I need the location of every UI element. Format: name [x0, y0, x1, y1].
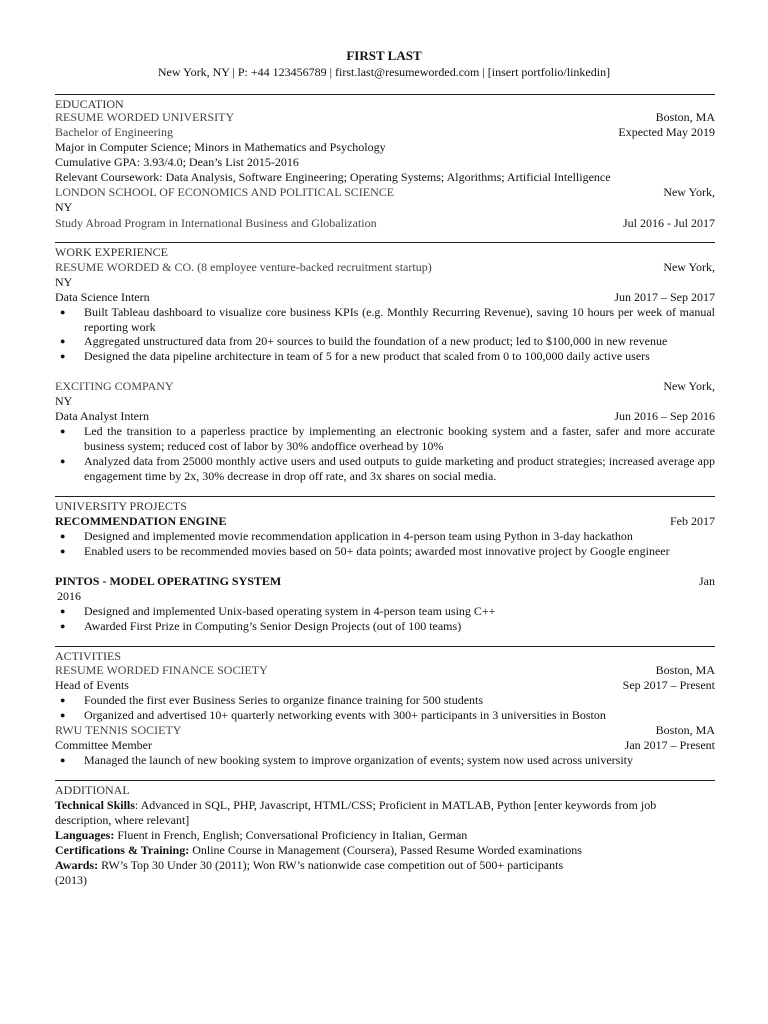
activity-location: Boston, MA: [655, 663, 715, 677]
bullet-item: ● Managed the launch of new booking system to improve organization of events; system now used across university: [84, 753, 715, 768]
certifications-label: Certifications & Training:: [55, 843, 190, 857]
bullet-item: ● Led the transition to a paperless practice by implementing an electronic booking system and a faster, safer and more accurate business system; reduced cost of labor by 30% andoffice overhead by 10%: [84, 424, 715, 454]
bullet-item: ● Designed the data pipeline architecture in team of 5 for a new product that scaled from 0 to 100,000 daily active users: [84, 349, 715, 364]
section-title: EDUCATION: [55, 97, 124, 111]
section-title: UNIVERSITY PROJECTS: [55, 499, 187, 513]
certifications-line: [55, 843, 715, 857]
section-additional: [55, 780, 715, 797]
activity-location: Boston, MA: [655, 723, 715, 737]
project-date-year: 2016: [57, 589, 81, 603]
company-location-state: NY: [55, 275, 73, 289]
company-location: New York,: [663, 379, 715, 393]
company-description: (8 employee venture-backed recruitment startup): [194, 260, 432, 274]
company-name: EXCITING COMPANY: [55, 379, 174, 393]
section-title: ACTIVITIES: [55, 649, 121, 663]
activity-name: RWU TENNIS SOCIETY: [55, 723, 182, 737]
job-title: Data Analyst Intern: [55, 409, 149, 423]
school-location: New York,: [663, 185, 715, 199]
activity-date: Sep 2017 – Present: [622, 678, 715, 692]
activity-role: Head of Events: [55, 678, 129, 692]
activity-date: Jan 2017 – Present: [624, 738, 715, 752]
project-name: RECOMMENDATION ENGINE: [55, 514, 227, 528]
job-date: Jun 2016 – Sep 2016: [614, 409, 715, 423]
program-date: Jul 2016 - Jul 2017: [622, 216, 715, 230]
coursework: Relevant Coursework: Data Analysis, Software Engineering; Operating Systems; Algorithms; Artificial Intelligence: [55, 170, 611, 184]
gpa: Cumulative GPA: 3.93/4.0; Dean’s List 2015-2016: [55, 155, 299, 169]
languages-line: [55, 828, 715, 842]
section-education: [55, 94, 715, 111]
bullet-item: ● Aggregated unstructured data from 20+ sources to build the foundation of a new product; led to $100,000 in new revenue: [84, 334, 715, 349]
awards-line-continued: (2013): [55, 873, 87, 887]
languages-label: Languages:: [55, 828, 115, 842]
school-name: LONDON SCHOOL OF ECONOMICS AND POLITICAL SCIENCE: [55, 185, 395, 199]
awards-text: RW’s Top 30 Under 30 (2011); Won RW’s nationwide case competition out of 500+ participants: [98, 858, 564, 872]
major: Major in Computer Science; Minors in Mathematics and Psychology: [55, 140, 386, 154]
skills-line-continued: description, where relevant]: [55, 813, 190, 827]
awards-label: Awards:: [55, 858, 99, 872]
activity-name: RESUME WORDED FINANCE SOCIETY: [55, 663, 268, 677]
study-program: Study Abroad Program in International Business and Globalization: [55, 216, 377, 230]
activity-role: Committee Member: [55, 738, 152, 752]
bullet-item: ● Enabled users to be recommended movies based on 50+ data points; awarded most innovative project by Google engineer: [84, 544, 715, 559]
bullet-item: ● Analyzed data from 25000 monthly active users and used outputs to guide marketing and product strategies; increased average app engagement time by 2x, 30% decrease in drop off rate, and 3x shares on social media.: [84, 454, 715, 484]
section-activities: [55, 646, 715, 663]
skills-text: : Advanced in SQL, PHP, Javascript, HTML/CSS; Proficient in MATLAB, Python [enter keywords from job: [134, 798, 657, 812]
section-title: WORK EXPERIENCE: [55, 245, 168, 259]
degree-date: Expected May 2019: [618, 125, 715, 139]
section-title: ADDITIONAL: [55, 783, 130, 797]
contact-line: New York, NY | P: +44 123456789 | first.last@resumeworded.com | [insert portfolio/linkedin]: [157, 65, 611, 79]
job-date: Jun 2017 – Sep 2017: [614, 290, 715, 304]
company-line: [55, 260, 715, 274]
project-name: PINTOS - MODEL OPERATING SYSTEM: [55, 574, 282, 588]
school-location: Boston, MA: [655, 110, 715, 124]
awards-line: [55, 858, 715, 872]
company-name: RESUME WORDED & CO.: [55, 260, 195, 274]
school-location-state: NY: [55, 200, 73, 214]
bullet-item: ● Designed and implemented movie recommendation application in 4-person team using Python in 3-day hackathon: [84, 529, 715, 544]
bullet-item: ● Designed and implemented Unix-based operating system in 4-person team using C++: [84, 604, 715, 619]
section-projects: [55, 496, 715, 513]
job-title: Data Science Intern: [55, 290, 150, 304]
school-name: RESUME WORDED UNIVERSITY: [55, 110, 235, 124]
project-date: Feb 2017: [670, 514, 715, 528]
section-work: [55, 242, 715, 259]
company-location: New York,: [663, 260, 715, 274]
project-date: Jan: [699, 574, 715, 588]
bullet-item: ● Organized and advertised 10+ quarterly networking events with 300+ participants in 3 universities in Boston: [84, 708, 715, 723]
bullet-item: ● Founded the first ever Business Series to organize finance training for 500 students: [84, 693, 715, 708]
bullet-item: ● Built Tableau dashboard to visualize core business KPIs (e.g. Monthly Recurring Revenue), saving 10 hours per week of manual reporting work: [84, 305, 715, 335]
resume-name: FIRST LAST: [346, 48, 422, 63]
bullet-item: ● Awarded First Prize in Computing’s Senior Design Projects (out of 100 teams): [84, 619, 715, 634]
skills-line: [55, 798, 715, 812]
company-location-state: NY: [55, 394, 73, 408]
degree: Bachelor of Engineering: [55, 125, 173, 139]
skills-label: Technical Skills: [55, 798, 135, 812]
certifications-text: Online Course in Management (Coursera), Passed Resume Worded examinations: [189, 843, 582, 857]
languages-text: Fluent in French, English; Conversational Proficiency in Italian, German: [114, 828, 468, 842]
